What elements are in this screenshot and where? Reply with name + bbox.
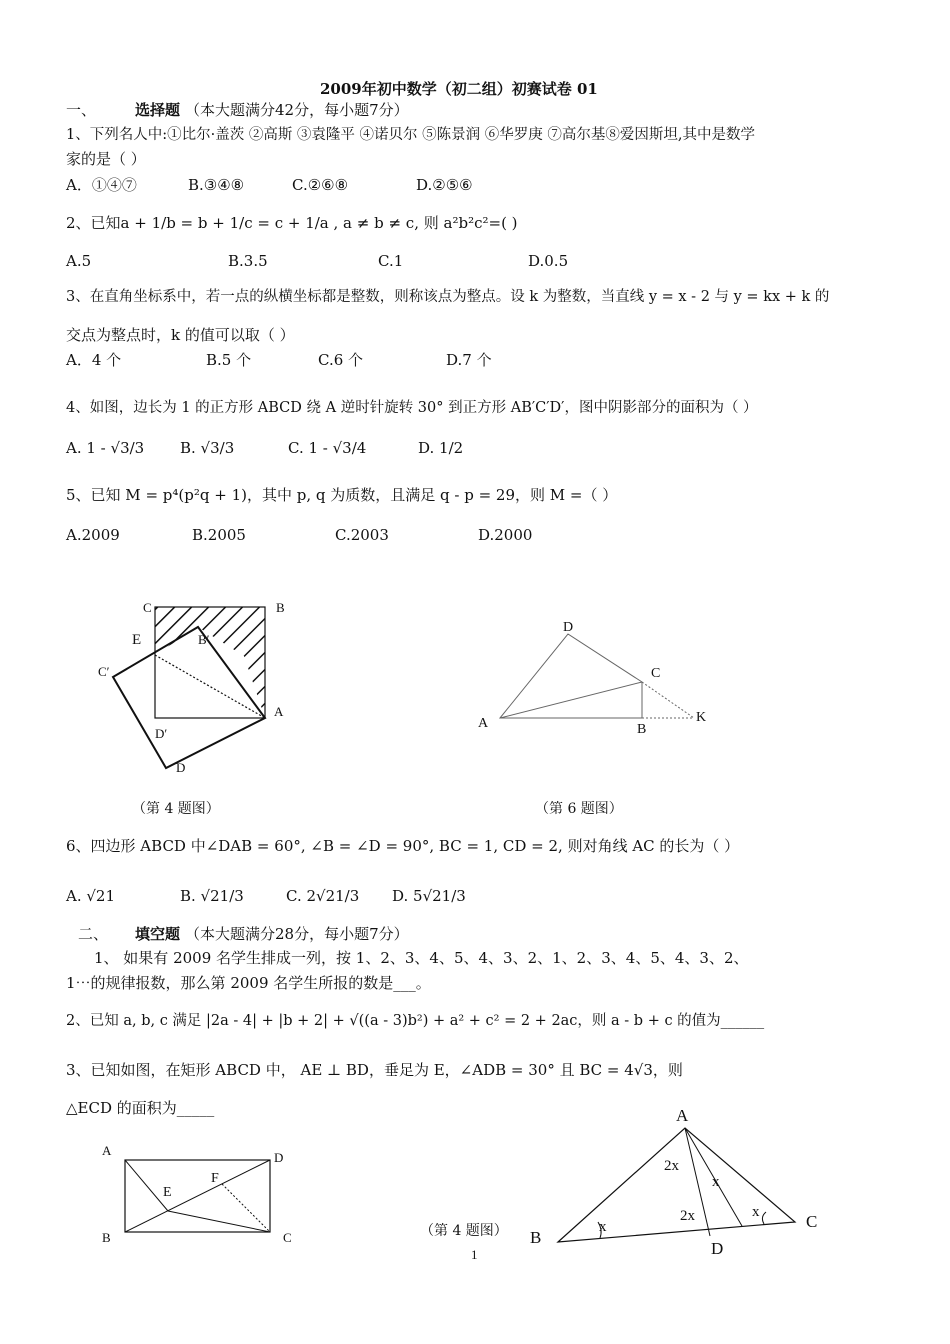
- q4-option-a: A. 1 - √3/3: [66, 439, 145, 457]
- segment-ec: [168, 1211, 270, 1232]
- fig4-label-c: C: [143, 600, 152, 615]
- tri-label-d: D: [711, 1239, 724, 1258]
- rect-label-a: A: [102, 1143, 112, 1158]
- fig6-label-a: A: [478, 716, 489, 731]
- tri-caption: （第 4 题图）: [420, 1223, 508, 1239]
- q6-option-b: B. √21/3: [180, 887, 244, 905]
- f3-line1: 3、已知如图，在矩形 ABCD 中， AE ⊥ BD，垂足为 E，∠ADB = 30° 且 BC = 4√3，则: [66, 1061, 683, 1079]
- q1-option-c: C.②⑥⑧: [292, 176, 349, 194]
- f1-line2: 1⋯的规律报数，那么第 2009 名学生所报的数是___。: [66, 974, 431, 992]
- fig4-label-d-prime: D′: [155, 726, 168, 741]
- q3-option-c: C.6 个: [318, 351, 364, 369]
- rect-label-e: E: [163, 1185, 172, 1200]
- section-2-name: 填空题: [135, 925, 181, 943]
- q1-option-b: B.③④⑧: [188, 176, 245, 194]
- rect-label-f: F: [211, 1171, 219, 1186]
- q5-option-a: A.2009: [66, 526, 120, 544]
- fig4-label-d: D: [176, 760, 186, 775]
- q5-text: 5、已知 M = p⁴(p²q + 1)，其中 p, q 为质数，且满足 q - p = 29，则 M =（ ）: [66, 486, 618, 504]
- f3-line2: △ECD 的面积为_____: [66, 1099, 215, 1117]
- fig6-label-d: D: [563, 620, 574, 635]
- fig4-label-c-prime: C′: [98, 664, 110, 679]
- figure-q6-quadrilateral: [500, 634, 694, 718]
- triangle: [558, 1128, 795, 1242]
- segment-ae: [125, 1160, 168, 1211]
- q5-option-b: B.2005: [192, 526, 246, 544]
- q3-line2: 交点为整点时，k 的值可以取（ ）: [66, 326, 295, 344]
- q2-option-c: C.1: [378, 252, 404, 270]
- figure-rectangle-abcd: [125, 1160, 270, 1232]
- q2-text: 2、已知a + 1/b = b + 1/c = c + 1/a , a ≠ b ≠ c, 则 a²b²c²=( ): [66, 214, 518, 232]
- section-2-number: 二、: [78, 925, 109, 943]
- fig4-label-b-prime: B′: [198, 632, 210, 647]
- q3-option-a: A．4 个: [66, 351, 122, 369]
- diagonal-bd: [125, 1160, 270, 1232]
- q6-option-c: C. 2√21/3: [286, 887, 360, 905]
- section-2-note: （本大题满分28分，每小题7分）: [185, 925, 409, 943]
- shaded-region: [155, 607, 265, 718]
- q2-option-b: B.3.5: [228, 252, 268, 270]
- fig6-label-k: K: [696, 710, 707, 725]
- quad-abcd: [500, 634, 642, 718]
- tri-label-x-mid: x: [712, 1174, 720, 1190]
- page-title: 2009年初中数学（初二组）初赛试卷 01: [320, 80, 598, 98]
- section-1-name: 选择题: [135, 101, 181, 119]
- tri-label-a: A: [676, 1106, 689, 1125]
- segment-fc: [222, 1184, 270, 1232]
- rect-label-d: D: [274, 1150, 284, 1165]
- q2-option-d: D.0.5: [528, 252, 569, 270]
- rect-label-b: B: [102, 1230, 111, 1245]
- q4-option-d: D. 1/2: [418, 439, 464, 457]
- tri-label-c: C: [806, 1212, 818, 1231]
- section-1-number: 一、: [66, 101, 97, 119]
- angle-arc-c: [762, 1212, 766, 1224]
- rect-label-c: C: [283, 1230, 292, 1245]
- diagonal-ac: [500, 682, 642, 718]
- q3-option-d: D.7 个: [446, 351, 492, 369]
- tri-label-x-c: x: [752, 1204, 760, 1220]
- q3-option-b: B.5 个: [206, 351, 252, 369]
- section-1-note: （本大题满分42分，每小题7分）: [185, 101, 409, 119]
- tri-label-2x-top: 2x: [664, 1158, 679, 1174]
- fig6-caption: （第 6 题图）: [535, 801, 623, 817]
- q5-option-c: C.2003: [335, 526, 389, 544]
- fig6-label-c: C: [651, 666, 661, 681]
- tri-label-x-b: x: [599, 1219, 607, 1235]
- q5-option-d: D.2000: [478, 526, 533, 544]
- tri-label-b: B: [530, 1228, 542, 1247]
- q1-line2: 家的是（ ）: [66, 150, 146, 168]
- extension-ck: [642, 682, 694, 718]
- page-number: 1: [471, 1247, 478, 1262]
- fig6-label-b: B: [637, 722, 647, 737]
- q1-line1: 1、下列名人中:①比尔·盖茨 ②高斯 ③袁隆平 ④诺贝尔 ⑤陈景润 ⑥华罗庚 ⑦高尔基⑧爱因斯坦,其中是数学: [66, 127, 755, 143]
- tri-label-2x-bottom: 2x: [680, 1208, 695, 1224]
- q4-option-b: B. √3/3: [180, 439, 235, 457]
- f2-text: 2、已知 a, b, c 满足 |2a - 4| + |b + 2| + √((a - 3)b²) + a² + c² = 2 + 2ac，则 a - b + c 的值为______: [66, 1013, 765, 1029]
- q2-option-a: A.5: [66, 252, 92, 270]
- q1-option-a: A．①④⑦: [66, 176, 137, 194]
- q3-line1: 3、在直角坐标系中，若一点的纵横坐标都是整数，则称该点为整点。设 k 为整数，当直线 y = x - 2 与 y = kx + k 的: [66, 289, 830, 305]
- f1-line1: 1、 如果有 2009 名学生排成一列，按 1、2、3、4、5、4、3、2、1、2、3、4、5、4、3、2、: [94, 949, 749, 967]
- figure-triangle-abc: [558, 1128, 795, 1242]
- q4-option-c: C. 1 - √3/4: [288, 439, 367, 457]
- fig4-caption: （第 4 题图）: [132, 801, 220, 817]
- q6-option-d: D. 5√21/3: [392, 887, 466, 905]
- q1-option-d: D.②⑤⑥: [416, 176, 473, 194]
- q6-text: 6、四边形 ABCD 中∠DAB = 60°, ∠B = ∠D = 90°, BC = 1, CD = 2, 则对角线 AC 的长为（ ）: [66, 837, 740, 855]
- q4-text: 4、如图，边长为 1 的正方形 ABCD 绕 A 逆时针旋转 30° 到正方形 AB′C′D′，图中阴影部分的面积为（ ）: [66, 400, 758, 416]
- fig4-label-b: B: [276, 600, 285, 615]
- fig4-label-a: A: [274, 704, 284, 719]
- fig4-label-e: E: [132, 632, 142, 648]
- q6-option-a: A. √21: [66, 887, 116, 905]
